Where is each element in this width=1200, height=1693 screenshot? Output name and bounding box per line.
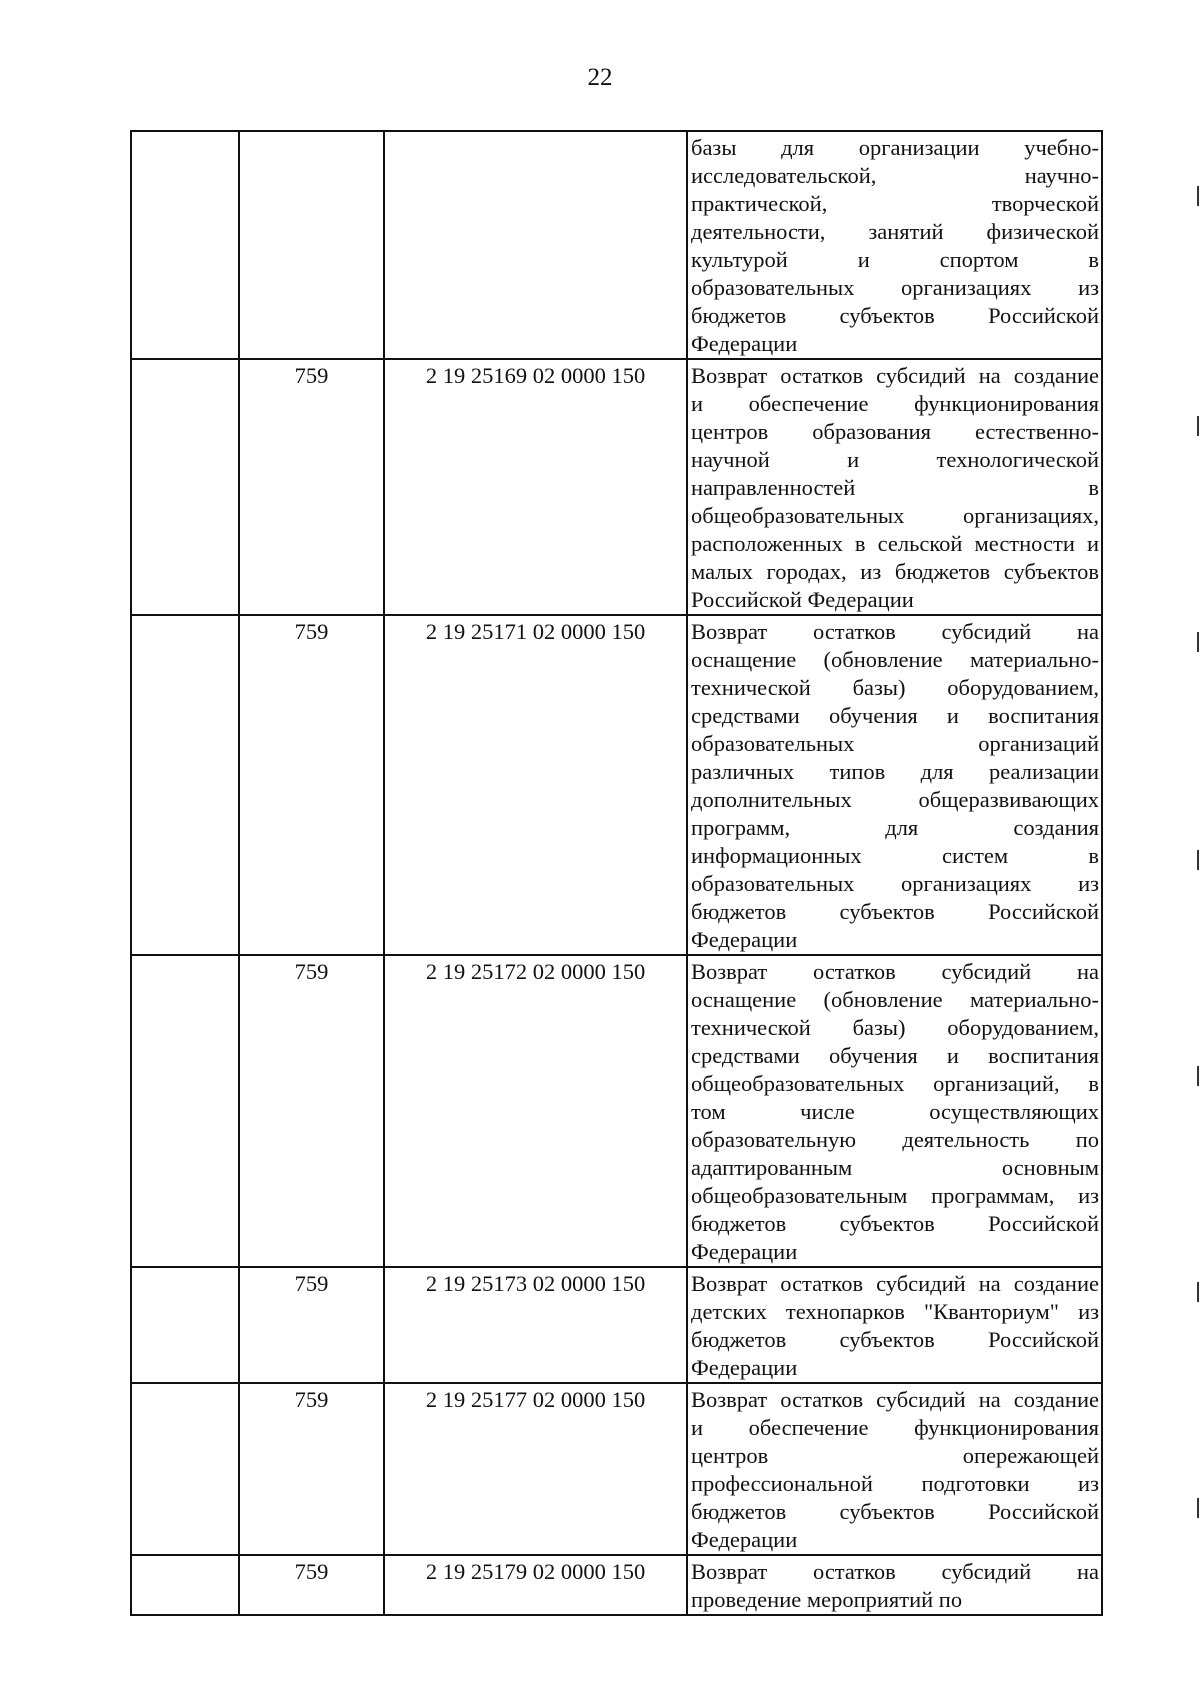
description-line: образовательных организаций <box>691 731 1099 756</box>
description-line: Федерации <box>691 331 798 356</box>
description-line: бюджетов субъектов Российской <box>691 1327 1099 1352</box>
admin-code-cell: 759 <box>239 615 384 955</box>
description-cell <box>687 359 1102 615</box>
description-line: центров образования естественно- <box>691 419 1099 444</box>
scan-margin-mark <box>1197 850 1199 870</box>
empty-cell <box>131 955 239 1267</box>
description-line: практической, творческой <box>691 191 1099 216</box>
empty-cell <box>131 1383 239 1555</box>
description-line: образовательную деятельность по <box>691 1127 1099 1152</box>
admin-code-cell: 759 <box>239 1383 384 1555</box>
scan-margin-mark <box>1197 1066 1199 1086</box>
description-line: культурой и спортом в <box>691 247 1099 272</box>
admin-code-cell: 759 <box>239 955 384 1267</box>
description-line: дополнительных общеразвивающих <box>691 787 1099 812</box>
description-line: Федерации <box>691 1239 798 1264</box>
description-cell <box>687 1383 1102 1555</box>
scan-margin-mark <box>1197 1498 1199 1518</box>
description-line: информационных систем в <box>691 843 1099 868</box>
table-body <box>131 131 1102 1615</box>
empty-cell <box>131 131 239 359</box>
scan-margin-mark <box>1197 416 1199 436</box>
page-number: 22 <box>587 64 613 91</box>
description-line: общеобразовательным программам, из <box>691 1183 1099 1208</box>
description-line: технической базы) оборудованием, <box>691 1015 1099 1040</box>
budget-code-cell: 2 19 25169 02 0000 150 <box>384 359 687 615</box>
description-line: бюджетов субъектов Российской <box>691 899 1099 924</box>
table-row <box>131 359 1102 615</box>
empty-cell <box>131 359 239 615</box>
description-cell <box>687 1555 1102 1615</box>
table-row <box>131 1267 1102 1383</box>
description-cell <box>687 955 1102 1267</box>
description-line: средствами обучения и воспитания <box>691 1043 1099 1068</box>
description-line: Возврат остатков субсидий на создание <box>691 1387 1099 1412</box>
admin-code-cell: 759 <box>239 1267 384 1383</box>
description-line: Возврат остатков субсидий на <box>691 619 1099 644</box>
description-line: бюджетов субъектов Российской <box>691 1211 1099 1236</box>
budget-code-cell: 2 19 25179 02 0000 150 <box>384 1555 687 1615</box>
description-line: Возврат остатков субсидий на <box>691 959 1099 984</box>
description-line: центров опережающей <box>691 1443 1099 1468</box>
budget-code-cell: 2 19 25173 02 0000 150 <box>384 1267 687 1383</box>
description-line: общеобразовательных организациях, <box>691 503 1099 528</box>
description-line: Российской Федерации <box>691 587 914 612</box>
description-line: исследовательской, научно- <box>691 163 1099 188</box>
description-line: расположенных в сельской местности и <box>691 531 1099 556</box>
description-line: технической базы) оборудованием, <box>691 675 1099 700</box>
empty-cell <box>131 615 239 955</box>
admin-code-cell <box>239 131 384 359</box>
description-line: и обеспечение функционирования <box>691 391 1099 416</box>
description-line: Возврат остатков субсидий на создание <box>691 363 1099 388</box>
description-line: базы для организации учебно- <box>691 135 1099 160</box>
budget-code-cell: 2 19 25171 02 0000 150 <box>384 615 687 955</box>
description-line: Федерации <box>691 927 798 952</box>
description-line: деятельности, занятий физической <box>691 219 1099 244</box>
description-line: малых городах, из бюджетов субъектов <box>691 559 1099 584</box>
description-line: направленностей в <box>691 475 1099 500</box>
description-line: бюджетов субъектов Российской <box>691 1499 1099 1524</box>
scan-margin-mark <box>1197 186 1199 206</box>
description-line: оснащение (обновление материально- <box>691 647 1099 672</box>
budget-code-cell: 2 19 25177 02 0000 150 <box>384 1383 687 1555</box>
description-line: детских технопарков "Кванториум" из <box>691 1299 1099 1324</box>
description-line: научной и технологической <box>691 447 1099 472</box>
description-line: Возврат остатков субсидий на <box>691 1559 1099 1584</box>
description-cell <box>687 131 1102 359</box>
description-line: Федерации <box>691 1355 798 1380</box>
budget-classification-table <box>130 130 1103 1616</box>
scan-margin-mark <box>1197 632 1199 652</box>
description-line: оснащение (обновление материально- <box>691 987 1099 1012</box>
table-row <box>131 955 1102 1267</box>
description-line: образовательных организациях из <box>691 275 1099 300</box>
description-line: средствами обучения и воспитания <box>691 703 1099 728</box>
description-line: проведение мероприятий по <box>691 1587 963 1612</box>
description-line: общеобразовательных организаций, в <box>691 1071 1099 1096</box>
description-line: образовательных организациях из <box>691 871 1099 896</box>
description-line: Возврат остатков субсидий на создание <box>691 1271 1099 1296</box>
description-line: адаптированным основным <box>691 1155 1099 1180</box>
admin-code-cell: 759 <box>239 359 384 615</box>
admin-code-cell: 759 <box>239 1555 384 1615</box>
description-line: Федерации <box>691 1527 798 1552</box>
scan-margin-mark <box>1197 1282 1199 1302</box>
empty-cell <box>131 1555 239 1615</box>
table-row <box>131 615 1102 955</box>
description-line: программ, для создания <box>691 815 1099 840</box>
budget-code-cell <box>384 131 687 359</box>
table-row <box>131 131 1102 359</box>
description-cell <box>687 615 1102 955</box>
description-cell <box>687 1267 1102 1383</box>
table-row <box>131 1555 1102 1615</box>
table-row <box>131 1383 1102 1555</box>
description-line: различных типов для реализации <box>691 759 1099 784</box>
description-line: том числе осуществляющих <box>691 1099 1099 1124</box>
empty-cell <box>131 1267 239 1383</box>
budget-code-cell: 2 19 25172 02 0000 150 <box>384 955 687 1267</box>
description-line: профессиональной подготовки из <box>691 1471 1099 1496</box>
description-line: и обеспечение функционирования <box>691 1415 1099 1440</box>
description-line: бюджетов субъектов Российской <box>691 303 1099 328</box>
